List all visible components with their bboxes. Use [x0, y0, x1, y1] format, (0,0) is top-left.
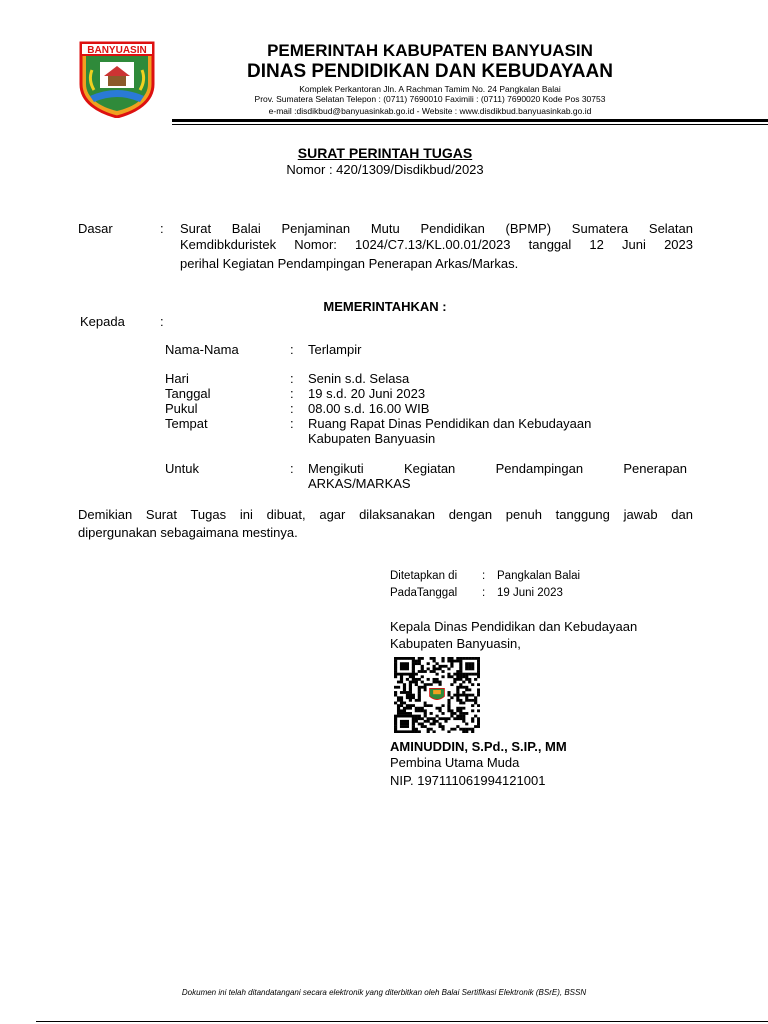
tempat-value-line-1: Ruang Rapat Dinas Pendidikan dan Kebudayaan	[308, 416, 592, 431]
signatory-name: AMINUDDIN, S.Pd., S.IP., MM	[390, 739, 567, 754]
kepada-colon: :	[160, 314, 164, 329]
tempat-label: Tempat	[165, 416, 208, 431]
dasar-text-line-3: perihal Kegiatan Pendampingan Penerapan Arkas/Markas.	[180, 256, 519, 271]
dasar-text-line-1: Surat Balai Penjaminan Mutu Pendidikan (BPMP) Sumatera Selatan	[180, 221, 693, 236]
department-name: DINAS PENDIDIKAN DAN KEBUDAYAAN	[247, 61, 613, 82]
nama-colon: :	[290, 342, 294, 357]
untuk-value-line-2: ARKAS/MARKAS	[308, 476, 411, 491]
header-rule-thick	[172, 119, 768, 122]
tanggal-colon: :	[290, 386, 294, 401]
untuk-label: Untuk	[165, 461, 199, 476]
signatory-rank: Pembina Utama Muda	[390, 755, 520, 770]
closing-line-2: dipergunakan sebagaimana mestinya.	[78, 525, 298, 540]
qr-code-icon	[394, 657, 480, 733]
regency-logo	[78, 40, 156, 118]
header-rule-thin	[172, 124, 768, 125]
pukul-colon: :	[290, 401, 294, 416]
letter-number: Nomor : 420/1309/Disdikbud/2023	[286, 162, 484, 177]
pada-tanggal-colon: :	[482, 587, 486, 599]
ditetapkan-value: Pangkalan Balai	[497, 570, 581, 582]
order-heading: MEMERINTAHKAN :	[323, 299, 447, 314]
untuk-value-line-1: Mengikuti Kegiatan Pendampingan Penerapan	[308, 461, 687, 476]
footer-rule	[36, 1021, 768, 1022]
ditetapkan-colon: :	[482, 570, 486, 582]
pukul-label: Pukul	[165, 401, 198, 416]
hari-colon: :	[290, 371, 294, 386]
closing-line-1: Demikian Surat Tugas ini dibuat, agar dilaksanakan dengan penuh tanggung jawab dan	[78, 507, 693, 522]
pukul-value: 08.00 s.d. 16.00 WIB	[308, 401, 430, 416]
tanggal-label: Tanggal	[165, 386, 211, 401]
nama-value: Terlampir	[308, 342, 362, 357]
tempat-colon: :	[290, 416, 294, 431]
address-line-1: Komplek Perkantoran Jln. A Rachman Tamim No. 24 Pangkalan Balai	[299, 84, 561, 94]
position-line-1: Kepala Dinas Pendidikan dan Kebudayaan	[390, 619, 638, 634]
tempat-value-line-2: Kabupaten Banyuasin	[308, 431, 436, 446]
ditetapkan-label: Ditetapkan di	[390, 570, 458, 582]
tanggal-value: 19 s.d. 20 Juni 2023	[308, 386, 426, 401]
government-name: PEMERINTAH KABUPATEN BANYUASIN	[267, 41, 593, 60]
untuk-colon: :	[290, 461, 294, 476]
dasar-text-line-2: Kemdibkduristek Nomor: 1024/C7.13/KL.00.01/2023 tanggal 12 Juni 2023	[180, 237, 693, 252]
svg-text:BANYUASIN: BANYUASIN	[87, 45, 147, 56]
dasar-label: Dasar	[78, 221, 113, 236]
letter-title: SURAT PERINTAH TUGAS	[297, 145, 473, 161]
position-line-2: Kabupaten Banyuasin,	[390, 636, 521, 651]
pada-tanggal-value: 19 Juni 2023	[497, 587, 563, 599]
address-line-2: Prov. Sumatera Selatan Telepon : (0711) 7690010 Faximili : (0711) 7690020 Kode Pos 30753	[254, 94, 606, 104]
contact-line: e-mail :disdikbud@banyuasinkab.go.id - Website : www.disdikbud.banyuasinkab.go.id	[268, 106, 592, 116]
nama-label: Nama-Nama	[165, 342, 239, 357]
pada-tanggal-label: PadaTanggal	[390, 587, 458, 599]
hari-value: Senin s.d. Selasa	[308, 371, 410, 386]
signatory-nip: NIP. 197111061994121001	[390, 773, 546, 788]
footer-note: Dokumen ini telah ditandatangani secara elektronik yang diterbitkan oleh Balai Sertifikasi Elektronik (BSrE), BSSN	[181, 988, 587, 997]
kepada-label: Kepada	[80, 314, 125, 329]
dasar-colon: :	[160, 221, 164, 236]
hari-label: Hari	[165, 371, 189, 386]
